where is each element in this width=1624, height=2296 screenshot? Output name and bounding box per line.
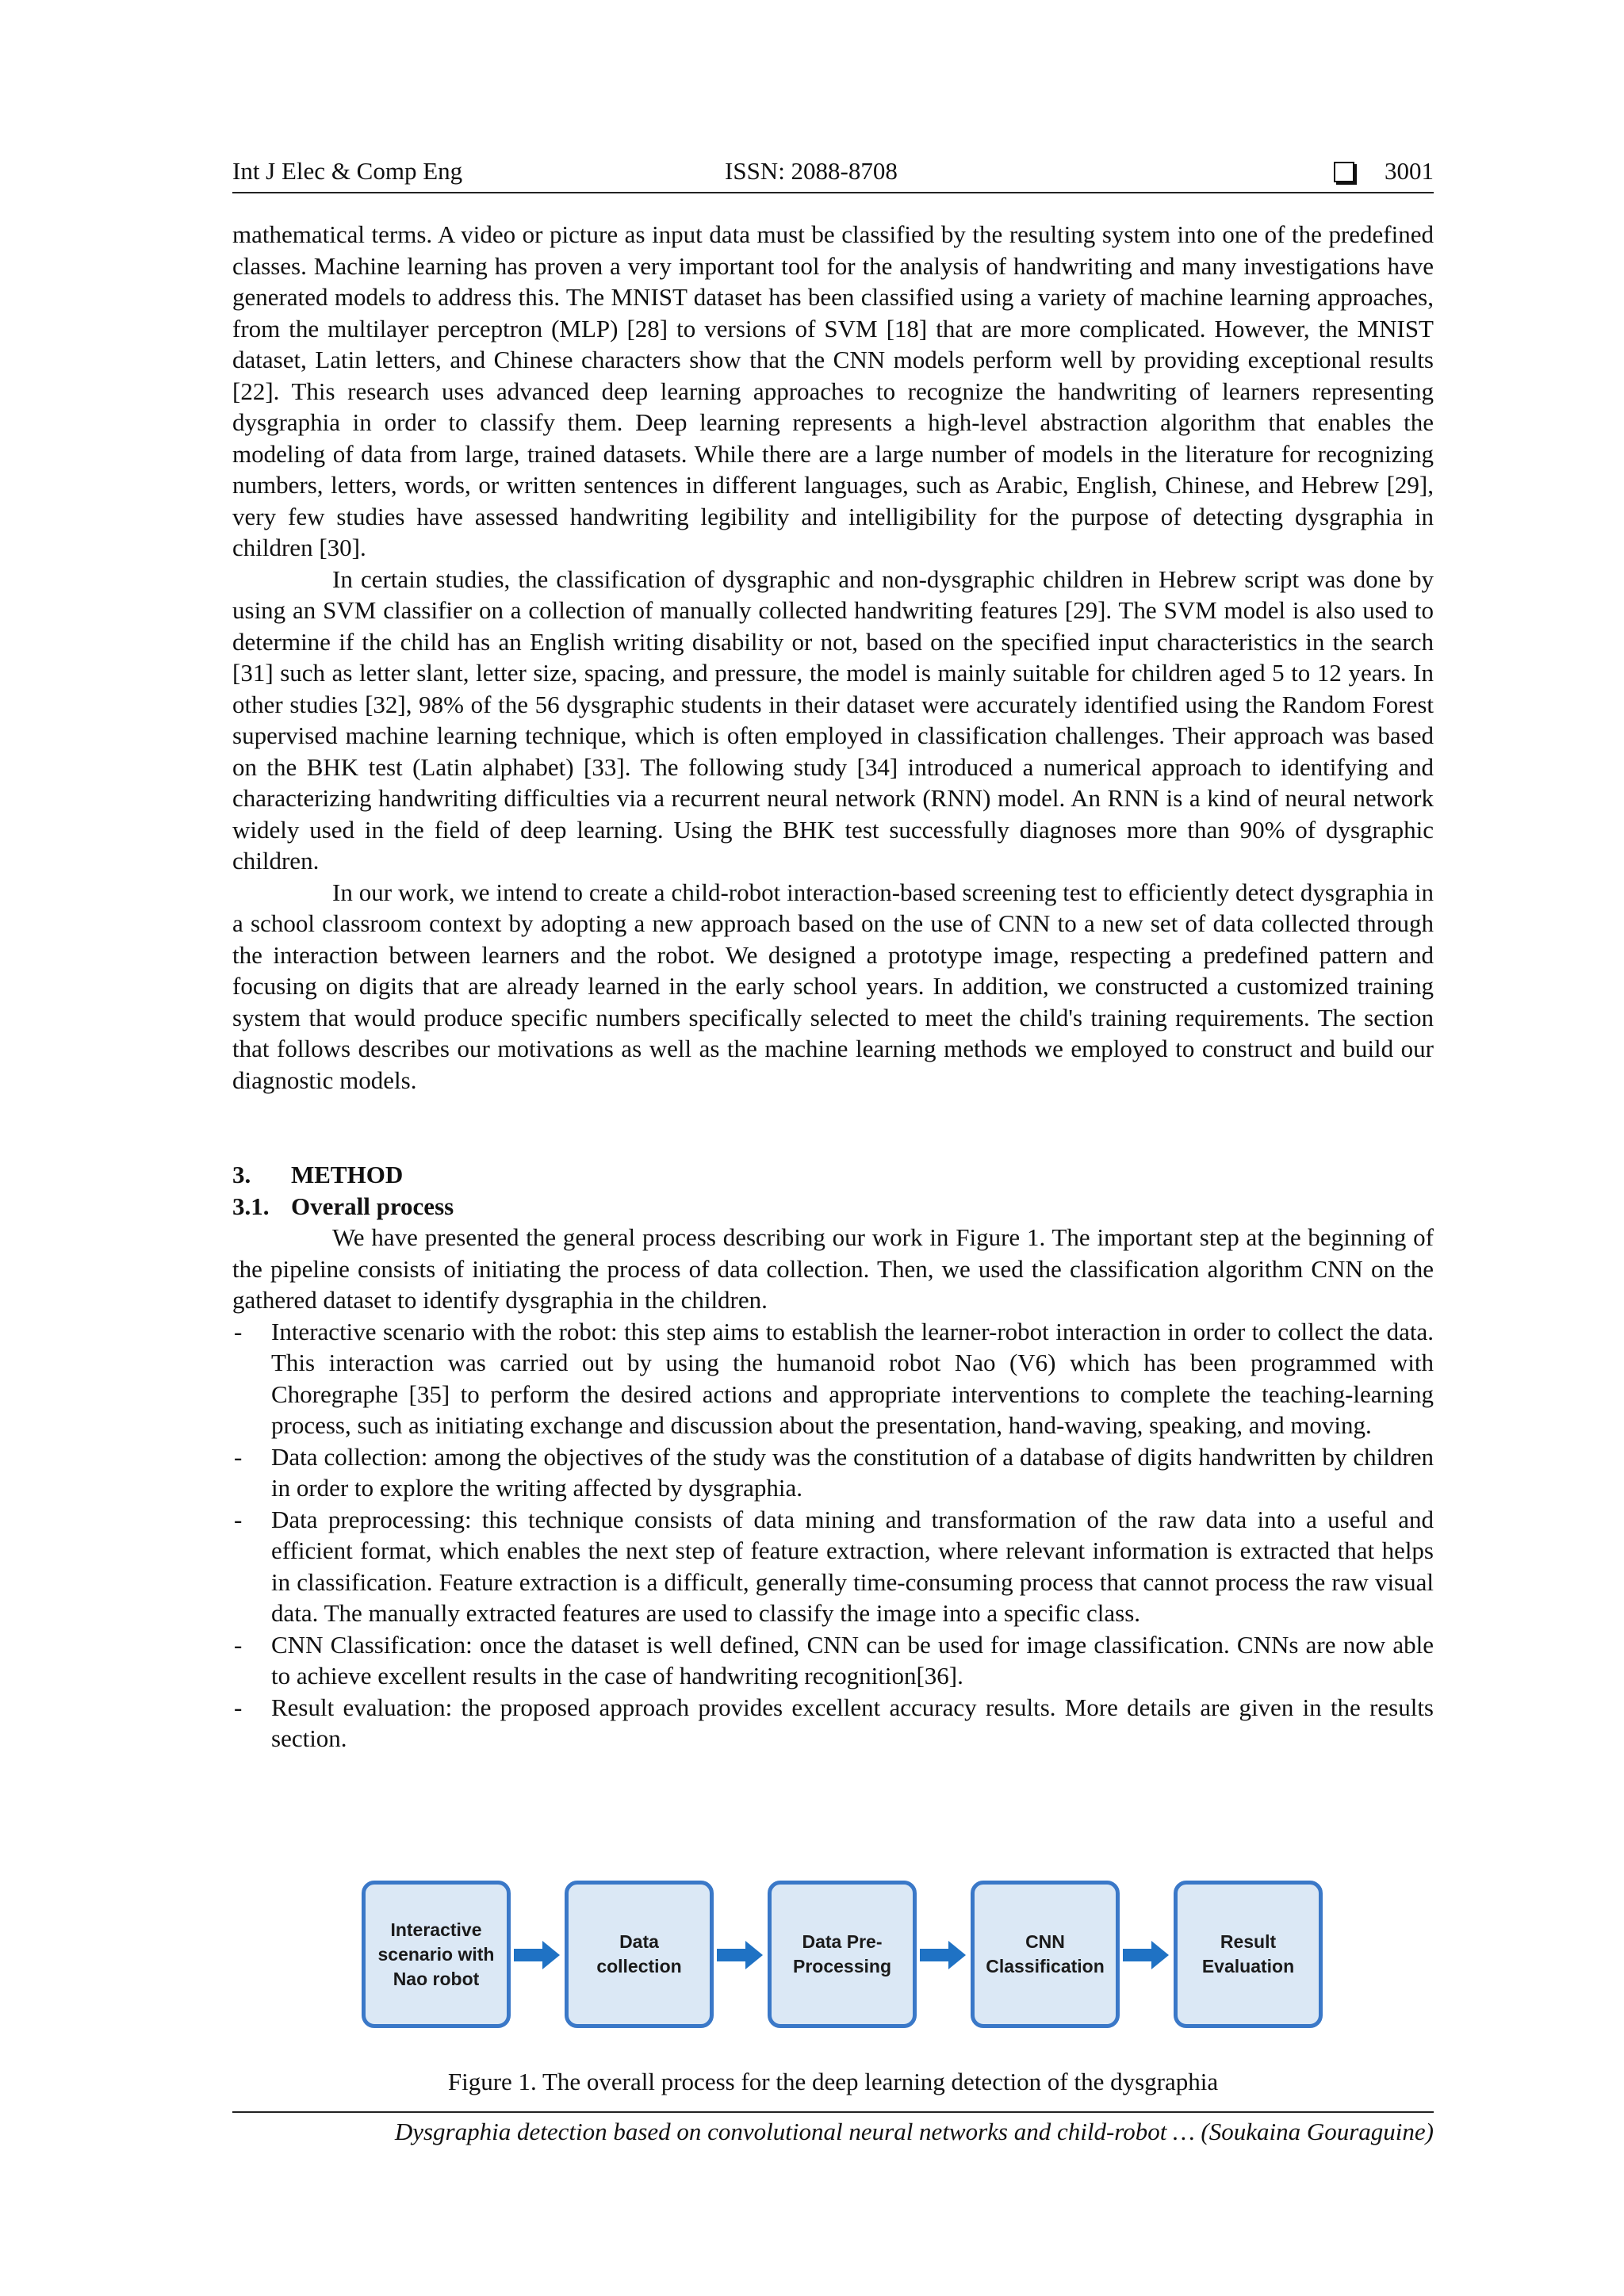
section-gap <box>232 1096 1434 1159</box>
section-title: METHOD <box>291 1161 404 1188</box>
dash-bullet: - <box>234 1505 243 1533</box>
dash-bullet: - <box>234 1317 243 1345</box>
list-item-text: Data collection: among the objectives of the study was the constitution of a database of digits handwritten by children in order to explore the writing affected by dysgraphia. <box>271 1442 1434 1502</box>
step-line: Interactive <box>390 1919 482 1940</box>
list-item <box>232 1629 1434 1692</box>
list-item-text: CNN Classification: once the dataset is well defined, CNN can be used for image classification. CNNs are now able to achieve excellent results in the case of handwriting recognition[36]. <box>271 1630 1434 1689</box>
dash-bullet: - <box>234 1630 243 1659</box>
step-box-result-evaluation <box>1174 1881 1323 2028</box>
dash-bullet: - <box>234 1442 243 1471</box>
paragraph-2: In certain studies, the classification of dysgraphic and non-dysgraphic children in Hebrew script was done by using an SVM classifier on a collection of manually collected handwriting features [29]. The SVM model is also used to determine if the child has an English writing disability or not, based on the specified input characteristics in the search [31] such as letter slant, letter size, spacing, and pressure, the model is mainly suitable for children aged 5 to 12 years. In other studies [32], 98% of the 56 dysgraphic students in their dataset were accurately identified using the Random Forest supervised machine learning technique, which is often employed in classification challenges. Their approach was based on the BHK test (Latin alphabet) [33]. The following study [34] introduced a numerical approach to identifying and characterizing handwriting difficulties via a recurrent neural network (RNN) model. An RNN is a kind of neural network widely used in the field of deep learning. Using the BHK test successfully diagnoses more than 90% of dysgraphic children. <box>232 564 1434 874</box>
step-box-interactive-scenario <box>362 1881 511 2028</box>
figure-caption: Figure 1. The overall process for the deep learning detection of the dysgraphia <box>447 2068 1219 2095</box>
process-flow-figure <box>362 1881 1323 2039</box>
paragraph-3: In our work, we intend to create a child-robot interaction-based screening test to efficiently detect dysgraphia in a school classroom context by adopting a new approach based on the use of CNN to a new set of data collected through the interaction between learners and the robot. We designed a prototype image, respecting a predefined pattern and focusing on digits that are already learned in the early school years. In addition, we constructed a customized training system that would produce specific numbers specifically selected to meet the child's training requirements. The section that follows describes our motivations as well as the machine learning methods we employed to construct and build our diagnostic models. <box>232 878 1434 1094</box>
step-line: Nao robot <box>393 1968 480 1989</box>
list-item-text: Result evaluation: the proposed approach provides excellent accuracy results. More details are given in the results section. <box>271 1693 1434 1752</box>
step-line: CNN <box>1025 1931 1065 1952</box>
step-box-data-collection <box>565 1881 714 2028</box>
arrow-right-icon <box>717 1939 764 1971</box>
section-heading <box>232 1159 1434 1191</box>
step-line: scenario with <box>377 1943 495 1965</box>
bullet-list <box>232 1316 1434 1755</box>
arrow-right-icon <box>920 1939 967 1971</box>
step-line: Evaluation <box>1201 1956 1295 1976</box>
list-item <box>232 1441 1434 1504</box>
list-item-text: Interactive scenario with the robot: this step aims to establish the learner-robot interaction in order to collect the data. This interaction was carried out by using the humanoid robot Nao (V6) which has been programmed with Choregraphe [35] to perform the desired actions and appropriate interventions to complete the teaching-learning process, such as initiating exchange and discussion about the presentation, hand-waving, speaking, and moving. <box>271 1317 1434 1439</box>
section-number: 3. <box>232 1161 251 1188</box>
arrow-right-icon <box>1123 1939 1170 1971</box>
list-item-text: Data preprocessing: this technique consists of data mining and transformation of the raw data into a useful and efficient format, which enables the next step of feature extraction, where relevant information is extracted that helps in classification. Feature extraction is a difficult, generally time-consuming process that cannot process the raw visual data. The manually extracted features are used to classify the image into a specific class. <box>271 1505 1434 1627</box>
journal-name: Int J Elec & Comp Eng <box>232 157 463 185</box>
step-box-data-preprocessing <box>768 1881 917 2028</box>
subsection-number: 3.1. <box>232 1192 270 1220</box>
subsection-heading <box>232 1191 1434 1223</box>
square-bullet-icon <box>1334 162 1354 182</box>
body-text <box>232 219 1434 1755</box>
method-intro: We have presented the general process describing our work in Figure 1. The important step at the beginning of the pipeline consists of initiating the process of data collection. Then, we used the classification algorithm CNN on the gathered dataset to identify dysgraphia in the children. <box>232 1223 1434 1314</box>
list-item <box>232 1692 1434 1755</box>
step-line: collection <box>596 1956 682 1976</box>
page-header <box>232 157 1434 193</box>
step-line: Data <box>619 1931 659 1952</box>
step-line: Data Pre- <box>802 1931 883 1952</box>
step-box-cnn-classification <box>971 1881 1120 2028</box>
arrow-right-icon <box>514 1939 561 1971</box>
subsection-title: Overall process <box>291 1192 454 1220</box>
issn: ISSN: 2088-8708 <box>725 157 898 185</box>
page-number: 3001 <box>1385 157 1434 185</box>
paragraph-1: mathematical terms. A video or picture as input data must be classified by the resulting system into one of the predefined classes. Machine learning has proven a very important tool for the analysis of handwriting and many investigations have generated models to address this. The MNIST dataset has been classified using a variety of machine learning approaches, from the multilayer perceptron (MLP) [28] to versions of SVM [18] that are more complicated. However, the MNIST dataset, Latin letters, and Chinese characters show that the CNN models perform well by providing exceptional results [22]. This research uses advanced deep learning approaches to recognize the handwriting of learners representing dysgraphia in order to classify them. Deep learning represents a high-level abstraction algorithm that enables the modeling of data from large, trained datasets. While there are a large number of models in the literature for recognizing numbers, letters, words, or written sentences in different languages, such as Arabic, English, Chinese, and Hebrew [29], very few studies have assessed handwriting legibility and intelligibility for the purpose of detecting dysgraphia in children [30]. <box>232 220 1434 561</box>
step-line: Result <box>1220 1931 1277 1952</box>
step-line: Processing <box>793 1956 891 1976</box>
list-item <box>232 1504 1434 1629</box>
dash-bullet: - <box>234 1693 243 1721</box>
step-line: Classification <box>986 1956 1105 1976</box>
list-item <box>232 1316 1434 1441</box>
page-footer: Dysgraphia detection based on convolutional neural networks and child-robot … (Soukaina Gouraguine) <box>232 2111 1434 2146</box>
